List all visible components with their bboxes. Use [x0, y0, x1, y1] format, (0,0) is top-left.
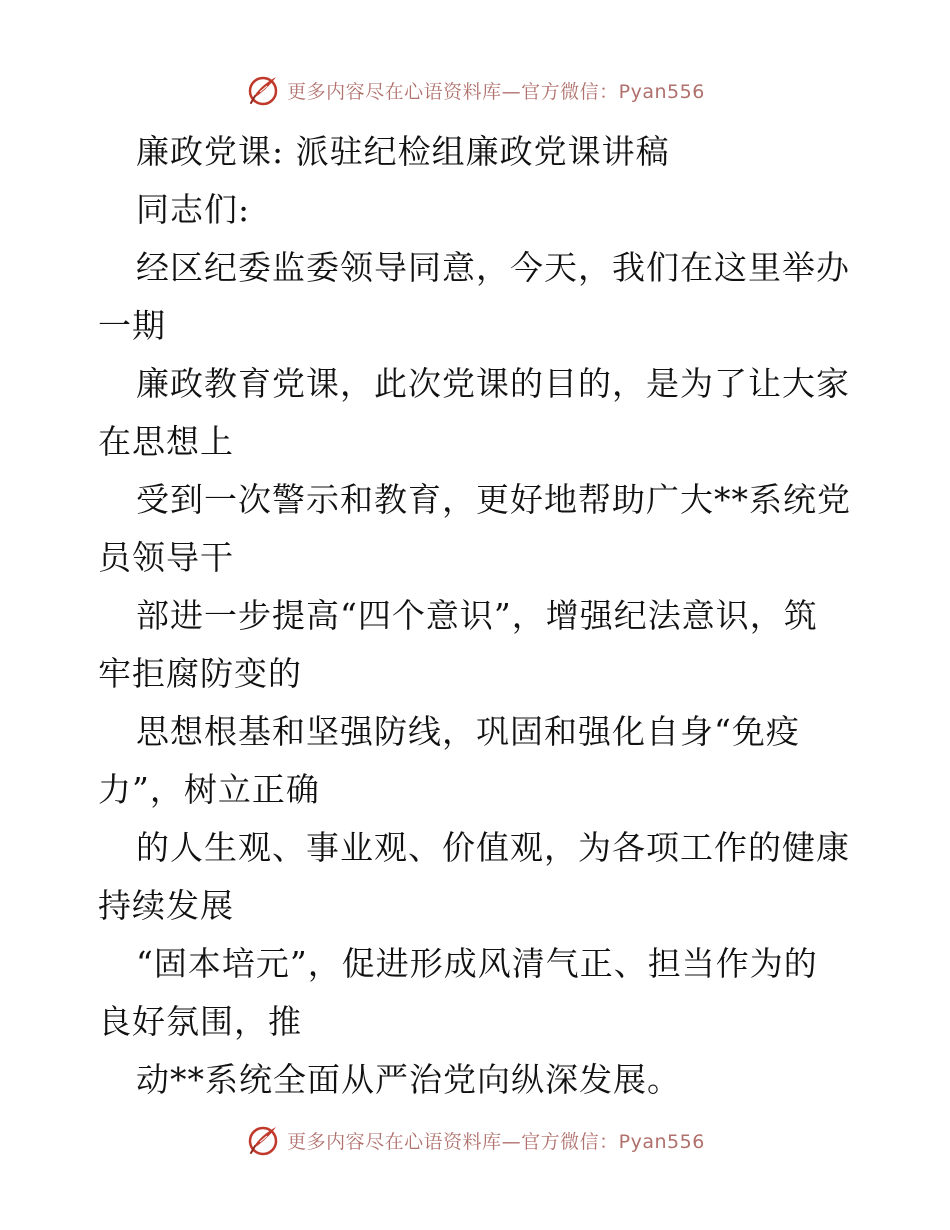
feather-pen-logo-icon [245, 1122, 281, 1158]
feather-pen-logo-icon [245, 72, 281, 108]
paragraph-line: 部进一步提高“四个意识”，增强纪法意识，筑 [136, 596, 818, 635]
paragraph-line: 经区纪委监委领导同意，今天，我们在这里举办 [136, 248, 850, 287]
paragraph-line: 牢拒腐防变的 [98, 654, 302, 693]
paragraph-line: 的人生观、事业观、价值观，为各项工作的健康 [136, 828, 850, 867]
footer-watermark-text: 更多内容尽在心语资料库—官方微信：Pyan556 [287, 1130, 705, 1153]
paragraph-line: “固本培元”，促进形成风清气正、担当作为的 [136, 944, 818, 983]
footer-watermark-banner [0, 1120, 950, 1160]
paragraph-line: 受到一次警示和教育，更好地帮助广大**系统党 [136, 480, 851, 519]
document-title: 廉政党课: 派驻纪检组廉政党课讲稿 [136, 132, 670, 171]
paragraph-line: 力”，树立正确 [98, 770, 320, 809]
paragraph-line: 良好氛围，推 [98, 1002, 302, 1041]
paragraph-line: 一期 [98, 306, 166, 345]
paragraph-line: 思想根基和坚强防线，巩固和强化自身“免疫 [136, 712, 800, 751]
paragraph-line: 持续发展 [98, 886, 234, 925]
paragraph-line: 员领导干 [98, 538, 234, 577]
document-greeting: 同志们: [136, 190, 251, 229]
header-watermark-banner [0, 70, 950, 110]
paragraph-line: 在思想上 [98, 422, 234, 461]
paragraph-line: 廉政教育党课，此次党课的目的，是为了让大家 [136, 364, 850, 403]
header-watermark-text: 更多内容尽在心语资料库—官方微信：Pyan556 [287, 80, 705, 103]
paragraph-line: 动**系统全面从严治党向纵深发展。 [136, 1060, 681, 1099]
document-body [98, 123, 858, 1109]
